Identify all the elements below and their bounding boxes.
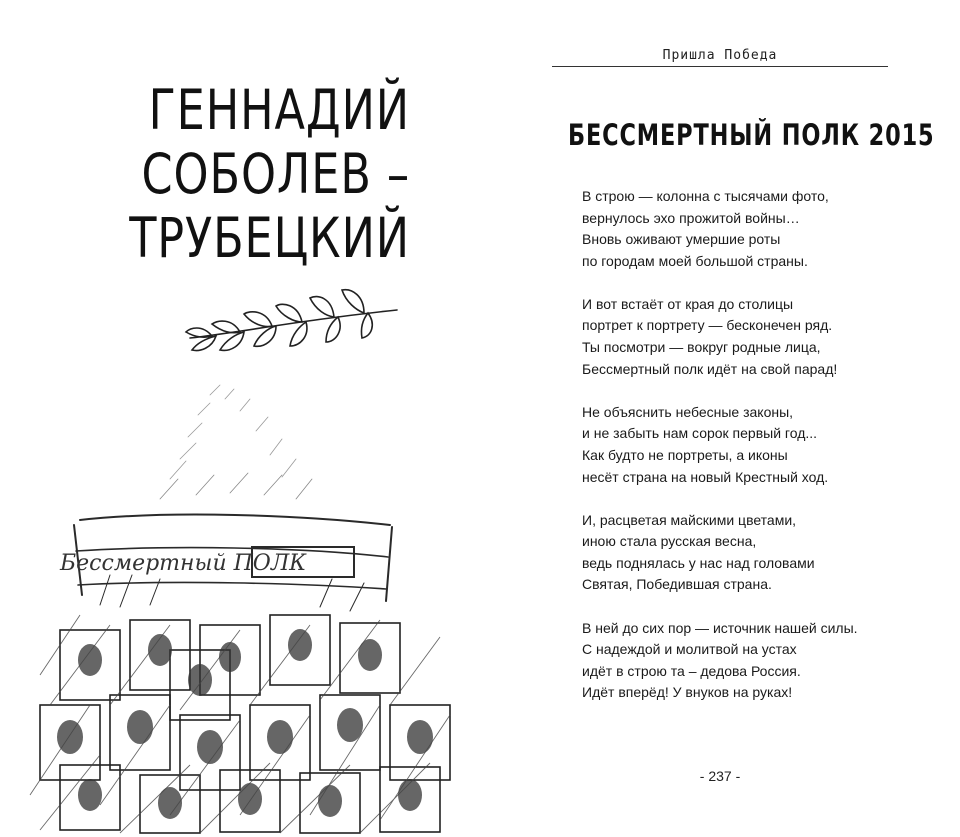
author-line: ГЕННАДИЙ — [148, 78, 410, 142]
poem-line: Бессмертный полк идёт на свой парад! — [582, 360, 838, 377]
poem-line: портрет к портрету — бесконечен ряд. — [582, 317, 833, 334]
laurel-branch-icon — [182, 280, 402, 370]
poem-line: ведь поднялась у нас над головами — [582, 554, 815, 571]
banner-text: Бессмертный ПОЛК — [60, 551, 307, 576]
running-head: Пришла Победа — [662, 48, 778, 63]
poem-title: БЕССМЕРТНЫЙ ПОЛК 2015 — [568, 118, 935, 152]
author-line: ТРУБЕЦКИЙ — [129, 206, 410, 270]
stanza — [582, 294, 922, 380]
poem-line: И, расцветая майскими цветами, — [582, 511, 797, 528]
poem-line: Не объяснить небесные законы, — [582, 403, 794, 420]
poem-line: идёт в строю та – дедова Россия. — [582, 662, 801, 679]
poem-body — [582, 186, 922, 725]
stanza — [582, 510, 922, 596]
immortal-regiment-illustration — [20, 375, 480, 835]
author-line: СОБОЛЕВ – — [141, 142, 410, 206]
page-number: - 237 - — [699, 768, 741, 784]
poem-line: Святая, Победившая страна. — [582, 576, 772, 593]
author-name — [129, 78, 410, 270]
poem-line: вернулось эхо прожитой войны… — [582, 209, 800, 226]
poem-line: и не забыть нам сорок первый год... — [582, 425, 818, 442]
stanza — [582, 402, 922, 488]
poem-line: В ней до сих пор — источник нашей силы. — [582, 619, 858, 636]
right-page — [480, 0, 960, 837]
poem-line: И вот встаёт от края до столицы — [582, 295, 794, 312]
poem-line: Идёт вперёд! У внуков на руках! — [582, 684, 793, 701]
poem-line: В строю — колонна с тысячами фото, — [582, 188, 829, 204]
poem-line: С надеждой и молитвой на устах — [582, 641, 797, 658]
poem-line: Как будто не портреты, а иконы — [582, 446, 788, 463]
stanza — [582, 186, 922, 272]
stanza — [582, 618, 922, 704]
header-rule — [552, 66, 888, 67]
poem-line: Ты посмотри — вокруг родные лица, — [582, 339, 821, 356]
poem-line: иною стала русская весна, — [582, 533, 757, 550]
poem-line: Вновь оживают умершие роты — [582, 231, 781, 248]
poem-line: по городам моей большой страны. — [582, 252, 808, 269]
poem-line: несёт страна на новый Крестный ход. — [582, 468, 829, 485]
